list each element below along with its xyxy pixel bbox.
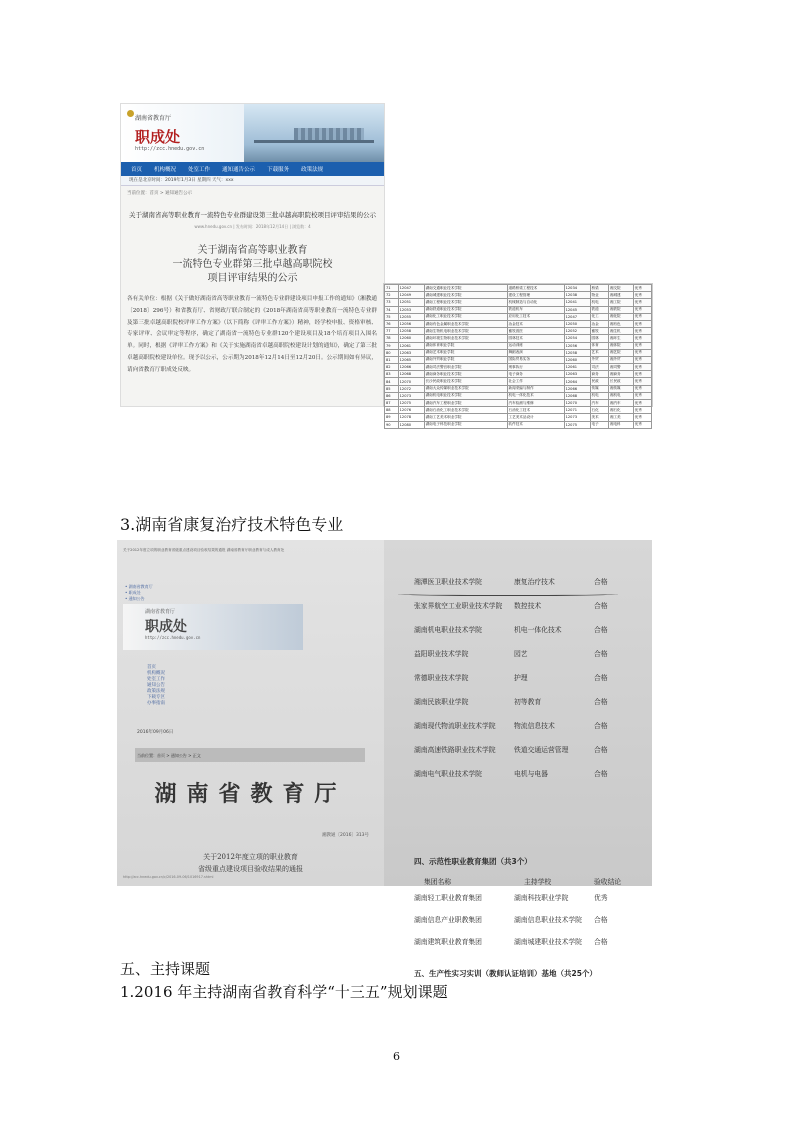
page-number: 6 [393,1050,400,1063]
list-cell: 物流信息技术 [514,722,555,730]
doc-header: 关于2012年度立项的职业教育省级重点建设项目验收结果的通报 湖南省教育厅职业教育与成人教育处 [123,548,285,552]
header-cell: 验收结论 [594,878,622,886]
table-cell: 机电 [590,299,608,306]
table-cell: 民政 [590,378,608,385]
table-cell: 湘交院 [608,285,633,292]
table-cell: 优秀 [633,328,651,335]
table-cell: 12075 [564,421,590,428]
table-row [385,385,652,392]
table-cell: 优秀 [633,371,651,378]
list-item [384,892,652,904]
list-cell: 湖南民族职业学院 [414,698,469,706]
table-cell: 12060 [564,356,590,363]
table-cell: 湘工院 [608,299,633,306]
table-cell: 12078 [398,414,424,421]
table-cell: 艺术 [590,349,608,356]
screenshot-announcement [120,103,385,407]
table-cell: 湘体院 [608,342,633,349]
list-cell: 合格 [594,938,608,946]
table-cell: 铁道机车 [507,306,564,313]
list-cell: 湖南高速铁路职业技术学院 [414,746,496,754]
table-cell: 石油化工技术 [507,407,564,414]
table-cell: 商务 [590,371,608,378]
table-cell: 湖南体育职业学院 [424,342,507,349]
table-cell: 优秀 [633,320,651,327]
section5-title: 五、生产性实习实训（教师认证培训）基地（共25个） [414,969,597,978]
result-table [384,284,652,429]
table-cell: 优秀 [633,400,651,407]
table-cell: 湖南石油化工职业技术学院 [424,407,507,414]
table-cell: 12070 [564,400,590,407]
table-cell: 司法 [590,364,608,371]
table-cell: 12071 [564,407,590,414]
table-cell: 湖南环境生物职业技术学院 [424,335,507,342]
table-cell: 园林技术 [507,335,564,342]
list-cell: 合格 [594,916,608,924]
table-cell: 优秀 [633,356,651,363]
table-cell: 传媒 [590,385,608,392]
table-cell: 汽车检测与维修 [507,400,564,407]
table-cell: 12070 [398,378,424,385]
table-cell: 工艺美术品设计 [507,414,564,421]
table-cell: 12073 [398,392,424,399]
table-cell: 湖南电子科技职业学院 [424,421,507,428]
table-cell: 机电 [590,392,608,399]
table-cell: 12068 [564,392,590,399]
table-row [385,414,652,421]
table-cell: 湘环生 [608,335,633,342]
doc-title-line: 省级重点建设项目验收结果的通报 [198,865,303,873]
list-cell: 电机与电器 [514,770,548,778]
table-cell: 湖南生物机电职业技术学院 [424,328,507,335]
table-cell: 84 [385,378,399,385]
table-cell: 12072 [398,385,424,392]
list-cell: 初等教育 [514,698,542,706]
table-cell: 12055 [398,313,424,320]
table-cell: 优秀 [633,407,651,414]
list-cell: 常德职业技术学院 [414,674,469,682]
nav-item[interactable]: 首页 [131,167,143,173]
table-cell: 湘司警 [608,364,633,371]
list-cell: 益阳职业技术学院 [414,650,469,658]
table-row [385,313,652,320]
table-cell: 新闻采编与制作 [507,385,564,392]
site-logo: 职成处 [135,128,181,146]
table-cell: 优秀 [633,292,651,299]
table-cell: 湖南大众传媒职业技术学院 [424,385,507,392]
table-row [385,371,652,378]
list-item [384,600,652,612]
table-cell: 湘铁院 [608,306,633,313]
table-cell: 12049 [398,292,424,299]
table-row [385,299,652,306]
table-row [385,335,652,342]
table-cell: 12064 [564,378,590,385]
list-cell: 合格 [594,674,608,682]
section-title: 五、主持课题 [120,960,211,978]
menu-item[interactable]: 通知公告 [147,683,165,688]
table-cell: 12060 [398,335,424,342]
table-cell: 90 [385,421,399,428]
table-cell: 12045 [564,306,590,313]
table-cell: 12075 [398,400,424,407]
table-cell: 湖南有色金属职业技术学院 [424,320,507,327]
table-cell: 湖南商务职业技术学院 [424,371,507,378]
table-cell: 湘汽车 [608,400,633,407]
table-cell: 冶金 [590,320,608,327]
table-cell: 湖南外贸职业学院 [424,356,507,363]
nav-item[interactable]: 通知通告公示 [222,167,256,173]
list-item [384,768,652,780]
site-banner [121,104,384,162]
list-item [384,696,652,708]
table-row [385,392,652,399]
table-cell: 12073 [564,414,590,421]
header-cell: 主持学校 [524,878,552,886]
section4-header [384,876,652,888]
site-org: 湖南省教育厅 [145,609,176,615]
list-cell: 护理 [514,674,528,682]
site-url: http://zcc.hnedu.gov.cn [135,146,205,152]
list-cell: 湖南科技职业学院 [514,894,569,902]
table-cell: 12050 [564,320,590,327]
table-cell: 12068 [398,371,424,378]
table-row [385,292,652,299]
table-row [385,306,652,313]
table-cell: 优秀 [633,313,651,320]
list-cell: 张家界航空工业职业技术学院 [414,602,503,610]
table-cell: 应用化工技术 [507,313,564,320]
list-item [384,914,652,926]
table-cell: 12080 [398,421,424,428]
table-cell: 12034 [564,285,590,292]
table-cell: 77 [385,328,399,335]
doc-title-line: 关于2012年度立项的职业教育 [203,853,298,861]
list-cell: 湖南信息产业职教集团 [414,916,482,924]
table-cell: 刑事执行 [507,364,564,371]
table-cell: 长民政 [608,378,633,385]
doc-number: 湘教通〔2016〕313号 [322,833,370,838]
table-cell: 物业 [590,292,608,299]
link-item[interactable]: • 湖南省教育厅 [125,584,153,589]
breadcrumb: 当前位置：首页 > 通知通告公示 [127,191,193,196]
table-row [385,364,652,371]
table-cell: 12056 [564,342,590,349]
table-cell: 湘生机 [608,328,633,335]
table-cell: 湖南交通职业技术学院 [424,285,507,292]
table-cell: 12061 [398,342,424,349]
doc-links [125,584,153,602]
doc-footer-url: http://zcc.hnedu.gov.cn/c/2016-09-06/1016917.shtml [123,875,214,879]
list-cell: 合格 [594,626,608,634]
table-cell: 优秀 [633,306,651,313]
list-cell: 合格 [594,698,608,706]
table-row [385,400,652,407]
table-cell: 电子商务 [507,371,564,378]
table-row [385,407,652,414]
table-cell: 湘机电 [608,392,633,399]
table-cell: 畜牧兽医 [507,328,564,335]
table-cell: 湘化院 [608,313,633,320]
article-heading [121,244,384,286]
table-cell: 优秀 [633,385,651,392]
table-cell: 机电一体化技术 [507,392,564,399]
table-cell: 12063 [564,371,590,378]
table-cell: 12041 [564,299,590,306]
table-cell: 冶金技术 [507,320,564,327]
list-cell: 合格 [594,770,608,778]
table-cell: 12038 [564,292,590,299]
list-cell: 合格 [594,602,608,610]
site-nav [121,162,384,176]
menu-item[interactable]: 办事指南 [147,701,165,706]
list-cell: 合格 [594,578,608,586]
list-cell: 湖南信息职业技术学院 [514,916,582,924]
table-row [385,421,652,428]
table-cell: 79 [385,342,399,349]
table-cell: 优秀 [633,342,651,349]
table-cell: 桥梁 [590,285,608,292]
table-cell: 湘有色 [608,320,633,327]
table-cell: 83 [385,371,399,378]
table-cell: 湘电科 [608,421,633,428]
table-cell: 机械制造与自动化 [507,299,564,306]
table-row [385,349,652,356]
table-cell: 道路桥梁工程技术 [507,285,564,292]
list-cell: 铁道交通运营管理 [514,746,569,754]
site-logo: 职成处 [145,619,187,635]
table-cell: 化工 [590,313,608,320]
article-body: 各有关单位：根据《关于做好湖南省高等职业教育一流特色专业群建设项目申报工作的通知》（湘教通〔2018〕296号）和省教育厅、省财政厅联合制定的《2018年湖南省高等职业教育一流特色专业群及第三批卓越高职院校评审工作方案》（以下简称《评审工作方案》）精神，经学校申报、资格审核、专家评审、会议审定等程序，确定了湖南省一流特色专业群120个建设项目及18个培育项目入围名单。同时，根据《评审工作方案》和《关于实施湖南省卓越高职院校建设计划的通知》，确定了第三批卓越高职院校建设单位。现予以公示，公示期为2018年12月14日至12月20日。公示期间如有异议，请向省教育厅职成处反映。 [127,296,377,373]
table-cell: 社会工作 [507,378,564,385]
table-cell: 湘城建 [608,292,633,299]
table-cell: 湘商务 [608,371,633,378]
menu-item[interactable]: 处室工作 [147,677,165,682]
table-cell: 湖南铁道职业技术学院 [424,306,507,313]
emblem-icon [127,110,134,117]
table-cell: 12051 [398,299,424,306]
table-cell: 12063 [398,349,424,356]
table-cell: 12065 [398,356,424,363]
table-cell: 建设工程管理 [507,292,564,299]
table-cell: 湖南艺术职业学院 [424,349,507,356]
table-cell: 湖南工程职业技术学院 [424,299,507,306]
list-cell: 湖南现代物流职业技术学院 [414,722,496,730]
list-cell: 合格 [594,746,608,754]
link-item[interactable]: • 职成处 [125,590,141,595]
site-url: http://zcc.hnedu.gov.cn [145,635,201,640]
table-row [385,378,652,385]
table-cell: 82 [385,364,399,371]
subsection-title: 1.2016 年主持湖南省教育科学“十三五”规划课题 [120,983,448,1001]
table-cell: 优秀 [633,378,651,385]
site-banner [123,604,303,650]
nav-item[interactable]: 机构概况 [154,167,177,173]
table-cell: 81 [385,356,399,363]
table-cell: 88 [385,407,399,414]
nav-item[interactable]: 政策法规 [301,167,324,173]
table-cell: 湖南司法警官职业学院 [424,364,507,371]
list-cell: 湖南轻工职业教育集团 [414,894,482,902]
table-cell: 75 [385,313,399,320]
table-row [385,342,652,349]
table-row [385,356,652,363]
menu-item[interactable]: 下载专区 [147,695,165,700]
menu-item[interactable]: 政策法规 [147,689,165,694]
list-item [384,672,652,684]
table-cell: 12066 [564,385,590,392]
list-cell: 湖南城建职业技术学院 [514,938,582,946]
table-cell: 87 [385,400,399,407]
table-cell: 汽车 [590,400,608,407]
publish-date: 2016年09月06日 [137,730,174,735]
section-heading: 3.湖南省康复治疗技术特色专业 [120,515,344,534]
list-item [384,576,652,588]
table-cell: 71 [385,285,399,292]
heading-line: 项目评审结果的公示 [207,273,298,284]
table-cell: 湖南工艺美术职业学院 [424,414,507,421]
menu-item[interactable]: 首页 [147,665,156,670]
table-cell: 舞蹈表演 [507,349,564,356]
table-cell: 优秀 [633,364,651,371]
table-cell: 湘工美 [608,414,633,421]
table-cell: 湘外贸 [608,356,633,363]
table-cell: 12052 [564,328,590,335]
side-menu [147,665,165,707]
section4-title: 四、示范性职业教育集团（共3个） [414,857,532,866]
list-cell: 优秀 [594,894,608,902]
table-cell: 78 [385,335,399,342]
table-cell: 优秀 [633,285,651,292]
table-cell: 湖南化工职业技术学院 [424,313,507,320]
list-cell: 合格 [594,722,608,730]
table-cell: 湘传媒 [608,385,633,392]
photo-result-list [384,540,652,978]
table-cell: 74 [385,306,399,313]
table-cell: 89 [385,414,399,421]
heading-line: 一流特色专业群第三批卓越高职院校 [172,259,333,270]
list-item [384,744,652,756]
breadcrumb: 当前位置：首页 > 通知公告 > 正文 [137,753,201,758]
heading-line: 关于湖南省高等职业教育 [197,245,308,256]
table-cell: 12061 [564,364,590,371]
list-cell: 园艺 [514,650,528,658]
table-cell: 铁道 [590,306,608,313]
table-cell: 优秀 [633,421,651,428]
table-cell: 12047 [398,285,424,292]
table-cell: 12076 [398,407,424,414]
list-cell: 合格 [594,650,608,658]
table-cell: 湖南汽车工程职业学院 [424,400,507,407]
table-cell: 12054 [564,335,590,342]
table-cell: 外贸 [590,356,608,363]
table-cell: 12058 [564,349,590,356]
site-org: 湖南省教育厅 [135,115,172,122]
table-cell: 优秀 [633,414,651,421]
table-cell: 12047 [564,313,590,320]
photo-notice-document [117,540,384,886]
underline-mark [398,591,618,596]
list-cell: 湖南电气职业技术学院 [414,770,482,778]
table-cell: 优秀 [633,349,651,356]
list-item [384,720,652,732]
table-cell: 美术 [590,414,608,421]
table-cell: 湘石化 [608,407,633,414]
table-cell: 12058 [398,328,424,335]
table-cell: 优秀 [633,299,651,306]
table-cell: 优秀 [633,335,651,342]
list-item [384,648,652,660]
list-cell: 机电一体化技术 [514,626,562,634]
list-cell: 湖南建筑职业教育集团 [414,938,482,946]
table-cell: 85 [385,385,399,392]
doc-big-title: 湖南省教育厅 [154,781,347,807]
list-cell: 数控技术 [514,602,542,610]
article-meta: www.hnedu.gov.cn | 发布时间：2018年12月14日 | 浏览数：4 [194,224,311,229]
list-cell: 湖南机电职业技术学院 [414,626,482,634]
list-item [384,624,652,636]
table-cell: 86 [385,392,399,399]
menu-item[interactable]: 机构概况 [147,671,165,676]
table-cell: 72 [385,292,399,299]
table-cell: 运动训练 [507,342,564,349]
list-cell: 康复治疗技术 [514,578,555,586]
header-cell: 集团名称 [424,878,452,886]
table-cell: 畜牧 [590,328,608,335]
table-cell: 80 [385,349,399,356]
table-row [385,328,652,335]
nav-item[interactable]: 处室工作 [188,167,211,173]
table-cell: 软件技术 [507,421,564,428]
nav-item[interactable]: 下载服务 [267,167,290,173]
list-cell: 湘潭医卫职业技术学院 [414,578,482,586]
date-bar: 现在是北京时间：2019年1月3日 星期四 天气：xxx [121,176,384,186]
table-cell: 石化 [590,407,608,414]
table-cell: 12056 [398,320,424,327]
table-cell: 长沙民政职业技术学院 [424,378,507,385]
table-cell: 12066 [398,364,424,371]
list-item [384,936,652,948]
table-cell: 76 [385,320,399,327]
table-cell: 国际贸易实务 [507,356,564,363]
table-cell: 电子 [590,421,608,428]
table-cell: 12053 [398,306,424,313]
table-cell: 湖南城建职业技术学院 [424,292,507,299]
table-cell: 73 [385,299,399,306]
result-table-image [383,283,653,427]
table-cell: 湘艺院 [608,349,633,356]
table-cell: 体育 [590,342,608,349]
table-row [385,320,652,327]
table-cell: 优秀 [633,392,651,399]
table-row [385,285,652,292]
table-cell: 湖南机电职业技术学院 [424,392,507,399]
article-title: 关于湖南省高等职业教育一流特色专业群建设第三批卓越高职院校项目评审结果的公示 [129,211,376,219]
table-cell: 园林 [590,335,608,342]
link-item[interactable]: • 通知公告 [125,596,145,601]
